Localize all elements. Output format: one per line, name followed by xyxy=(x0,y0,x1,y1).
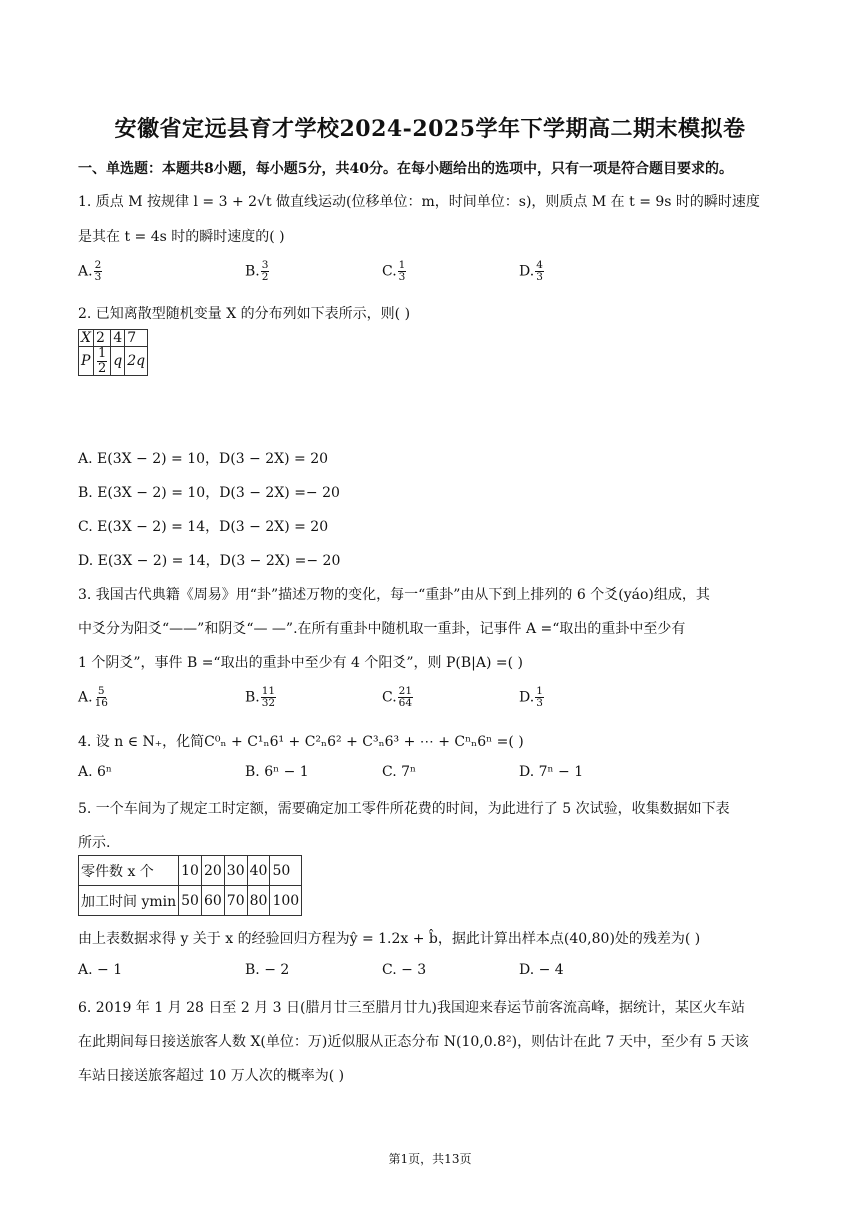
denominator: 3 xyxy=(94,271,102,284)
q4-option-c: C. 7ⁿ xyxy=(382,764,417,780)
option-label: D. xyxy=(519,263,535,280)
q6-line-3: 车站日接送旅客超过 10 万人次的概率为( ) xyxy=(78,1068,345,1084)
q2-distribution-table xyxy=(78,329,148,376)
denominator: 3 xyxy=(536,271,543,284)
denominator: 3 xyxy=(536,697,543,710)
numerator: 11 xyxy=(261,685,276,697)
numerator: 1 xyxy=(97,346,107,361)
q5-data-table xyxy=(78,855,302,916)
q4-option-d: D. 7ⁿ − 1 xyxy=(519,764,584,780)
table-cell: X xyxy=(79,330,94,347)
q5-option-b: B. − 2 xyxy=(245,962,290,978)
q3-line-1: 3. 我国古代典籍《周易》用“卦”描述万物的变化，每一“重卦”由从下到上排列的 6 个爻(yáo)组成，其 xyxy=(78,587,710,603)
fraction xyxy=(398,260,407,283)
table-row xyxy=(79,347,148,376)
table-row xyxy=(79,886,302,916)
q5-option-c: C. − 3 xyxy=(382,962,427,978)
q2-option-b: B. E(3X − 2) = 10，D(3 − 2X) =− 20 xyxy=(78,485,340,501)
table-cell: 加工时间 ymin xyxy=(79,886,179,916)
fraction xyxy=(97,347,107,375)
table-cell: 零件数 x 个 xyxy=(79,856,179,886)
q4-option-a: A. 6ⁿ xyxy=(78,764,112,780)
q3-line-2: 中爻分为阳爻“——”和阴爻“— —”.在所有重卦中随机取一重卦，记事件 A =“取出的重卦中至少有 xyxy=(78,621,686,637)
q2-option-a: A. E(3X − 2) = 10，D(3 − 2X) = 20 xyxy=(78,451,329,467)
fraction xyxy=(94,686,109,709)
option-label: A. xyxy=(78,689,93,706)
q3-option-d xyxy=(519,686,545,709)
denominator: 64 xyxy=(398,697,413,710)
q1-option-b xyxy=(245,260,270,283)
q5-line-2: 所示. xyxy=(78,835,111,851)
numerator: 1 xyxy=(398,259,406,271)
fraction xyxy=(398,686,413,709)
q1-option-c xyxy=(382,260,407,283)
q5-after-table: 由上表数据求得 y 关于 x 的经验回归方程为ŷ = 1.2x + b̂，据此计算出样本点(40,80)处的残差为( ) xyxy=(78,931,701,947)
q1-option-a xyxy=(78,260,103,283)
q2-option-c: C. E(3X − 2) = 14，D(3 − 2X) = 20 xyxy=(78,519,329,535)
option-label: B. xyxy=(245,263,260,280)
denominator: 32 xyxy=(261,697,276,710)
fraction xyxy=(261,686,276,709)
table-cell: 40 xyxy=(247,856,270,886)
q3-option-b xyxy=(245,686,277,709)
page-footer: 第1页，共13页 xyxy=(388,1152,472,1166)
option-label: C. xyxy=(382,689,397,706)
table-cell: q xyxy=(111,347,125,376)
table-cell: 100 xyxy=(270,886,302,916)
q5-line-1: 5. 一个车间为了规定工时定额，需要确定加工零件所花费的时间，为此进行了 5 次试验，收集数据如下表 xyxy=(78,801,730,817)
q1-option-d xyxy=(519,260,545,283)
denominator: 2 xyxy=(261,271,269,284)
q4-option-b: B. 6ⁿ − 1 xyxy=(245,764,309,780)
section-heading: 一、单选题：本题共8小题，每小题5分，共40分。在每小题给出的选项中，只有一项是符合题目要求的。 xyxy=(78,161,733,177)
option-label: C. xyxy=(382,263,397,280)
numerator: 1 xyxy=(536,685,543,697)
table-cell: 70 xyxy=(224,886,247,916)
q5-option-d: D. − 4 xyxy=(519,962,564,978)
page-title: 安徽省定远县育才学校2024-2025学年下学期高二期末模拟卷 xyxy=(114,116,746,142)
option-label: A. xyxy=(78,263,93,280)
q1-line-1: 1. 质点 M 按规律 l = 3 + 2√t 做直线运动(位移单位：m，时间单位：s)，则质点 M 在 t = 9s 时的瞬时速度 xyxy=(78,194,760,210)
q3-option-a xyxy=(78,686,110,709)
q5-option-a: A. − 1 xyxy=(78,962,123,978)
q3-line-3: 1 个阴爻”，事件 B =“取出的重卦中至少有 4 个阳爻”，则 P(B|A) =( ) xyxy=(78,655,524,671)
q2-option-d: D. E(3X − 2) = 14，D(3 − 2X) =− 20 xyxy=(78,553,341,569)
numerator: 2 xyxy=(94,259,102,271)
option-label: D. xyxy=(519,689,535,706)
table-row xyxy=(79,330,148,347)
table-cell: 50 xyxy=(179,886,202,916)
numerator: 3 xyxy=(261,259,269,271)
table-row xyxy=(79,856,302,886)
table-cell: 10 xyxy=(179,856,202,886)
table-cell: 7 xyxy=(125,330,148,347)
q1-line-2: 是其在 t = 4s 时的瞬时速度的( ) xyxy=(78,229,285,245)
denominator: 2 xyxy=(97,360,107,376)
fraction xyxy=(535,686,544,709)
table-cell: 2 xyxy=(93,330,110,347)
denominator: 3 xyxy=(398,271,406,284)
q3-option-c xyxy=(382,686,414,709)
table-cell: 2q xyxy=(125,347,148,376)
numerator: 4 xyxy=(536,259,543,271)
table-cell: 60 xyxy=(201,886,224,916)
fraction xyxy=(261,260,270,283)
q6-line-2: 在此期间每日接送旅客人数 X(单位：万)近似服从正态分布 N(10,0.8²)，则估计在此 7 天中，至少有 5 天该 xyxy=(78,1034,749,1050)
table-cell: 50 xyxy=(270,856,302,886)
table-cell: 30 xyxy=(224,856,247,886)
q4-stem: 4. 设 n ∈ N₊，化简C⁰ₙ + C¹ₙ6¹ + C²ₙ6² + C³ₙ6³ + ⋯ + Cⁿₙ6ⁿ =( ) xyxy=(78,734,524,750)
table-cell: P xyxy=(79,347,94,376)
q6-line-1: 6. 2019 年 1 月 28 日至 2 月 3 日(腊月廿三至腊月廿九)我国迎来春运节前客流高峰，据统计，某区火车站 xyxy=(78,1000,745,1016)
fraction xyxy=(535,260,544,283)
table-cell: 4 xyxy=(111,330,125,347)
denominator: 16 xyxy=(94,697,108,710)
q2-stem: 2. 已知离散型随机变量 X 的分布列如下表所示，则( ) xyxy=(78,306,411,322)
numerator: 21 xyxy=(398,685,413,697)
fraction xyxy=(94,260,103,283)
table-cell: 20 xyxy=(201,856,224,886)
table-cell xyxy=(93,347,110,376)
table-cell: 80 xyxy=(247,886,270,916)
numerator: 5 xyxy=(97,685,105,697)
option-label: B. xyxy=(245,689,260,706)
